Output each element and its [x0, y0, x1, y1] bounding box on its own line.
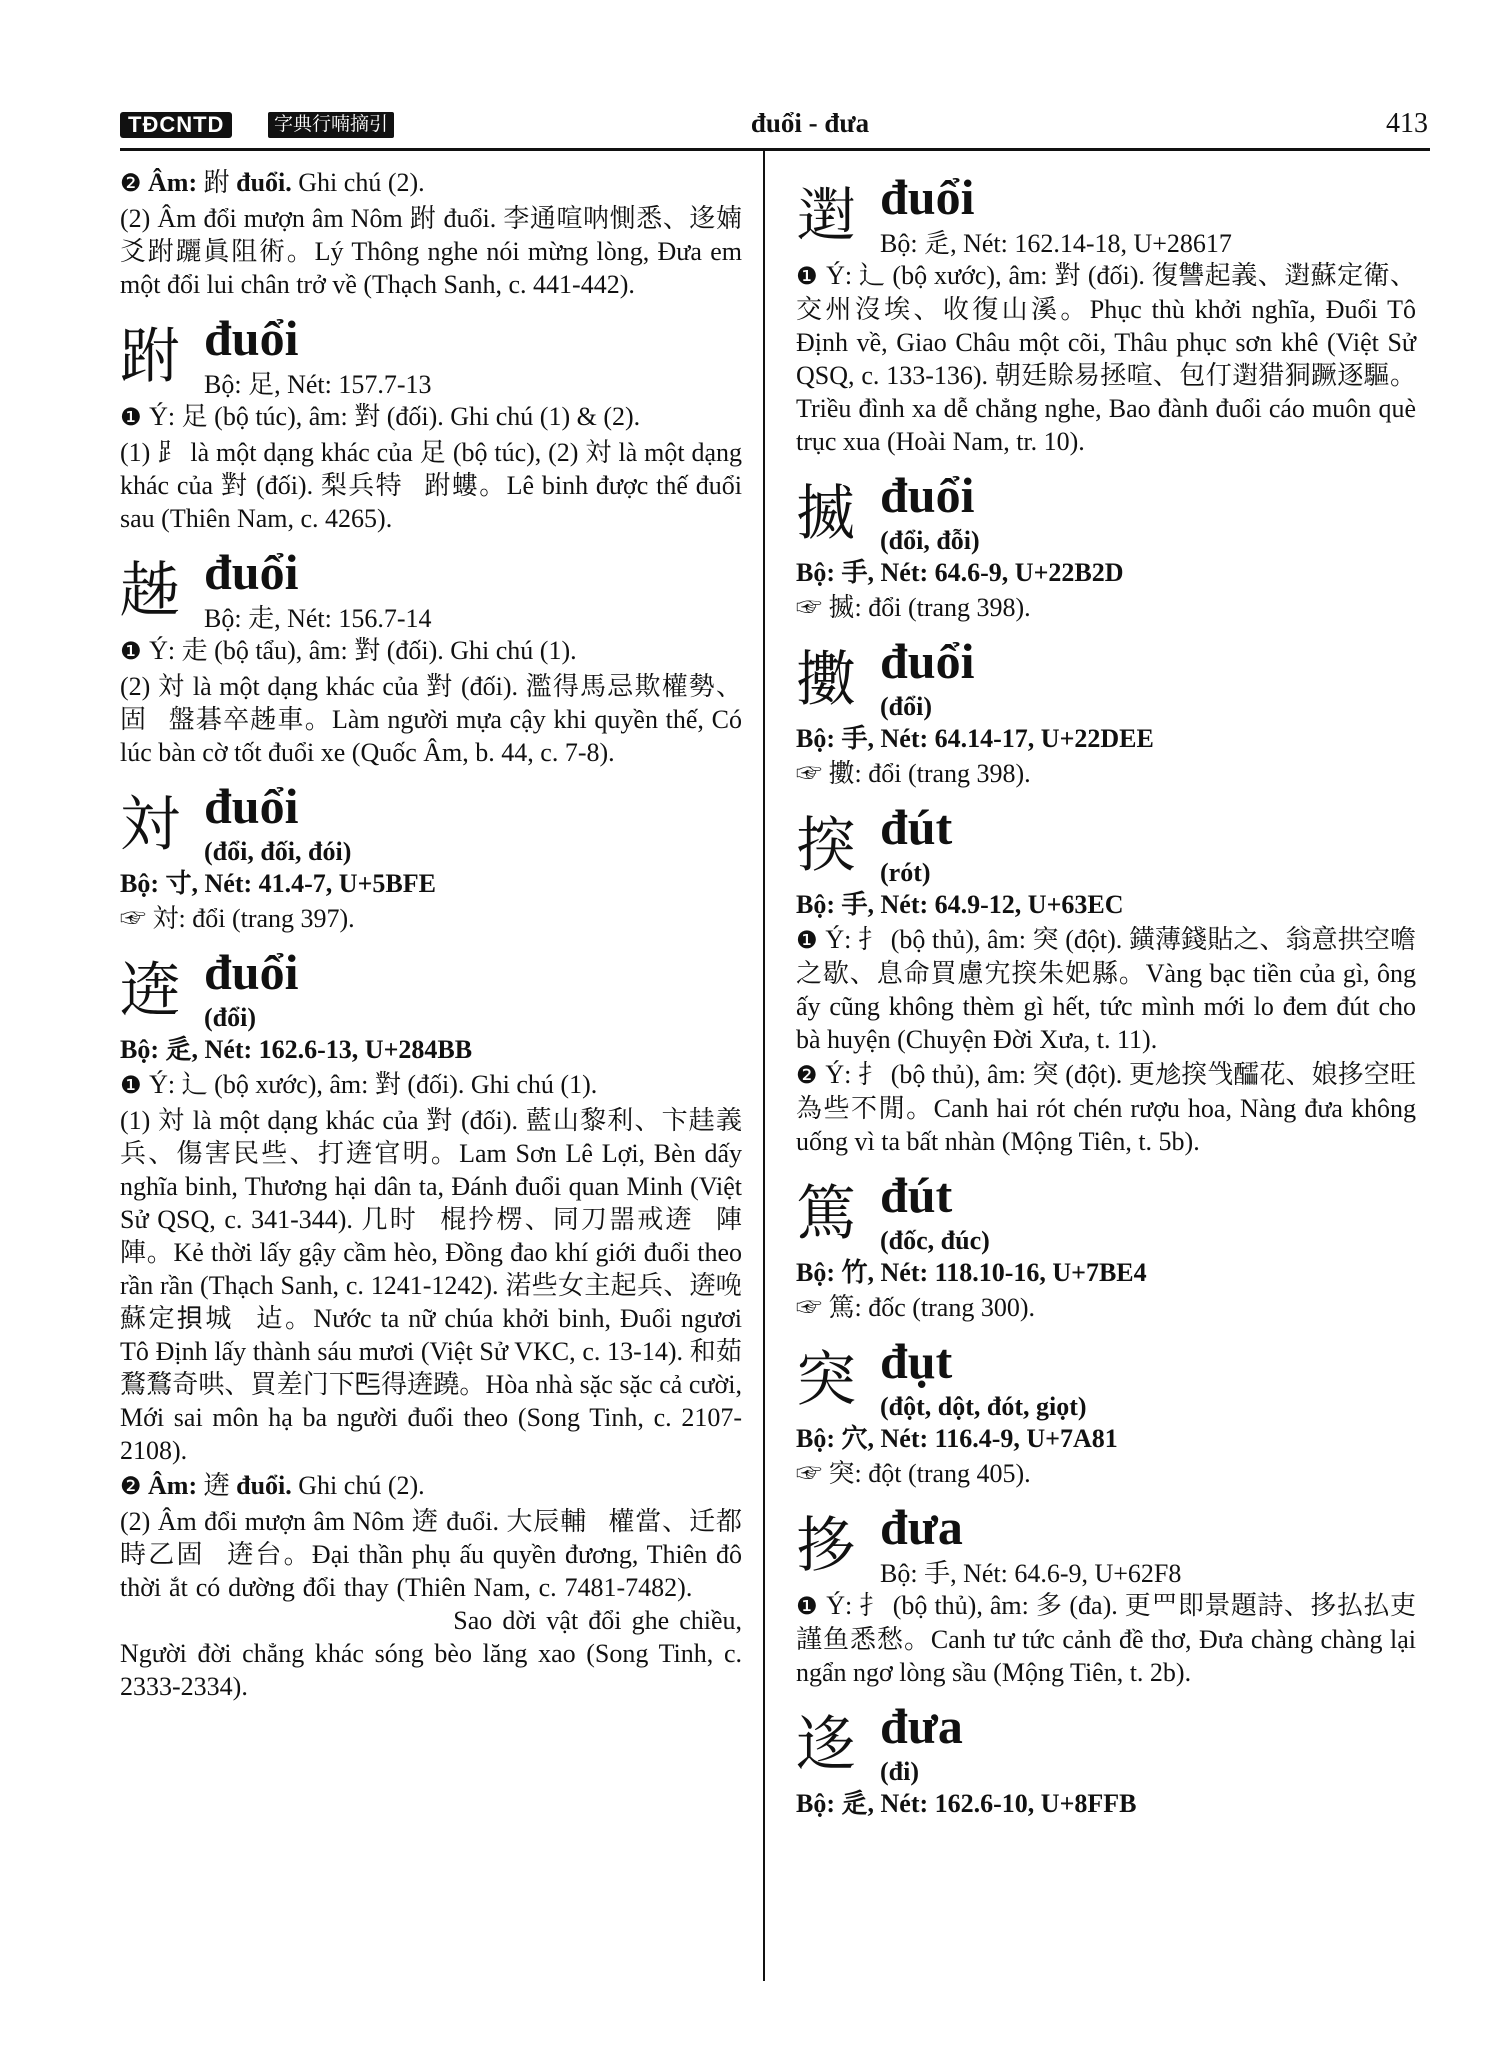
- entry-sense: ❶ Ý: 走 (bộ tẩu), âm: 對 (đối). Ghi chú (1).: [120, 636, 577, 665]
- entry-headword: đuổi: [204, 778, 299, 834]
- numbered-circle-icon: ❶: [120, 403, 150, 431]
- entry-alternates: (đột, dột, đót, giọt): [880, 1392, 1087, 1421]
- right-column: [796, 166, 1416, 1822]
- numbered-circle-icon: ❶: [796, 926, 826, 954]
- entry: [120, 941, 742, 1467]
- entry-headword: đuổi: [204, 544, 299, 600]
- entry-crossref: ☞ 擻: đổi (trang 398).: [796, 759, 1031, 788]
- entry-headword: đưa: [880, 1698, 963, 1754]
- entry: [120, 307, 742, 535]
- entry-alternates: (đổi): [204, 1003, 256, 1032]
- numbered-circle-icon: ❶: [796, 1592, 827, 1620]
- entry-glyph: 跗: [120, 324, 180, 390]
- entry-radical: Bộ: 辵, Nét: 162.6-13, U+284BB: [120, 1035, 473, 1064]
- left-column: [120, 166, 742, 1705]
- entry-glyph: 𨘗: [796, 183, 856, 249]
- entry-alternates: (đổi): [880, 692, 932, 721]
- entry-glyph: 篤: [796, 1181, 856, 1247]
- page-title: đuổi - đưa: [750, 108, 870, 138]
- entry-radical: Bộ: 走, Nét: 156.7-14: [204, 604, 432, 633]
- header-rule: [120, 148, 1430, 151]
- entry-glyph: 突: [796, 1347, 856, 1413]
- entry-alternates: (đổi, đối, đói): [204, 837, 352, 866]
- entry-radical: Bộ: 手, Nét: 64.6-9, U+22B2D: [796, 558, 1124, 587]
- numbered-circle-icon: ❶: [120, 637, 150, 665]
- entry-radical: Bộ: 辵, Nét: 162.6-10, U+8FFB: [796, 1789, 1137, 1818]
- entry-sense: ❶ Ý: 扌 (bộ thủ), âm: 突 (đột). 鐄薄錢貼之、翁意拱空噡之歇、息命買慮宄揬朱妑縣。Vàng bạc tiền của gì, ông ấy cũng không thèm gì hết, tức mình mới lo đem đút cho bà huyện (Chuyện Đời Xưa, t. 11).: [796, 925, 1416, 1054]
- entry-radical: Bộ: 穴, Nét: 116.4-9, U+7A81: [796, 1424, 1118, 1453]
- entry-radical: Bộ: 足, Nét: 157.7-13: [204, 370, 432, 399]
- entry-glyph: 逩: [120, 958, 180, 1024]
- numbered-circle-icon: ❷: [796, 1061, 826, 1089]
- entry-crossref: ☞ 篤: đốc (trang 300).: [796, 1293, 1036, 1322]
- numbered-circle-icon: ❷: [120, 1472, 142, 1500]
- tail-line: ❷ Âm: 逩 đuổi. Ghi chú (2).: [120, 1471, 425, 1500]
- entry-glyph: 拸: [796, 1513, 856, 1579]
- entry: [796, 1164, 1416, 1324]
- entry: [796, 1496, 1416, 1689]
- entry-alternates: (rót): [880, 858, 931, 887]
- entry-headword: đưa: [880, 1499, 963, 1555]
- entry-alternates: (đốc, đúc): [880, 1226, 990, 1255]
- entry: [120, 541, 742, 769]
- entry-glyph: 趀: [120, 558, 180, 624]
- entry-headword: đuổi: [204, 944, 299, 1000]
- entry-headword: đuổi: [880, 633, 975, 689]
- entry-radical: Bộ: 寸, Nét: 41.4-7, U+5BFE: [120, 869, 436, 898]
- entry-sense: (2) 対 là một dạng khác của 對 (đối). 濫得馬忌欺權勢、固𪱨盤碁卒趀車。Làm người mựa cậy khi quyền thế, Có lúc bàn cờ tốt đuổi xe (Quốc Âm, b. 44, c. 7-8).: [120, 672, 742, 767]
- entry-sense: ❶ Ý: 足 (bộ túc), âm: 對 (đối). Ghi chú (1) & (2).: [120, 402, 641, 431]
- entry-headword: đút: [880, 1167, 953, 1223]
- entry-crossref: ☞ 対: đổi (trang 397).: [120, 904, 355, 933]
- tail-note: (2) Âm đổi mượn âm Nôm 逩 đuổi. 大辰輔𢀨權當、迁都時乙固𡗅逩台。Đại thần phụ ấu quyền đương, Thiên đô thời ắt có dường đổi thay (Thiên Nam, c. 7481-7482). 𡗶移物逩稽朝、得茷庄各㳚灜湖滈。Sao dời vật đổi ghe chiều, Người đời chẳng khác sóng bèo lăng xao (Song Tinh, c. 2333-2334).: [120, 1507, 742, 1701]
- entry-radical: Bộ: 竹, Nét: 118.10-16, U+7BE4: [796, 1258, 1147, 1287]
- page-number: 413: [1386, 108, 1428, 139]
- entry-headword: đuổi: [204, 310, 299, 366]
- entry-glyph: 対: [120, 792, 180, 858]
- column-divider: [763, 151, 765, 1981]
- entry-sense: ❶ Ý: 辶 (bộ xước), âm: 對 (đối). Ghi chú (1).: [120, 1070, 598, 1099]
- entry: [796, 464, 1416, 624]
- entry-sense: ❶ Ý: 辶 (bộ xước), âm: 對 (đối). 復讐起義、𨘗蘇定衛、交州沒埃、收復山溪。Phục thù khởi nghĩa, Đuổi Tô Định về, Giao Châu một cõi, Thâu phục sơn khê (Việt Sử QSQ, c. 133-136). 朝廷賒易拯喧、包仃𨘗猎狪蹶逐驅。Triều đình xa dễ chẳng nghe, Bao đành đuổi cáo muôn què trục xua (Hoài Nam, tr. 10).: [796, 261, 1416, 456]
- entry-glyph: 擻: [796, 647, 856, 713]
- entry-alternates: (đi): [880, 1757, 919, 1786]
- entry-alternates: (đổi, đỗi): [880, 526, 980, 555]
- numbered-circle-icon: ❷: [120, 169, 142, 197]
- numbered-circle-icon: ❶: [796, 262, 827, 290]
- entry-radical: Bộ: 手, Nét: 64.9-12, U+63EC: [796, 890, 1124, 919]
- intro-line: ❷ Âm: 跗 đuổi. Ghi chú (2).: [120, 168, 425, 197]
- entry: [796, 166, 1416, 458]
- entry-headword: đuổi: [880, 169, 975, 225]
- entry-crossref: ☞ 突: đột (trang 405).: [796, 1459, 1031, 1488]
- entry-sense: (1) ⻊ là một dạng khác của 足 (bộ túc), (2) 対 là một dạng khác của 對 (đối). 梨兵特𨔍跗螻。Lê binh được thế đuổi sau (Thiên Nam, c. 4265).: [120, 438, 742, 533]
- numbered-circle-icon: ❶: [120, 1071, 150, 1099]
- dictionary-logo: 字典行喃摘引: [268, 112, 394, 138]
- entry: [796, 630, 1416, 790]
- publisher-logo: TĐCNTD: [120, 112, 232, 138]
- entry-sense: ❷ Ý: 扌 (bộ thủ), âm: 突 (đột). 更𠃩揬㦰醽花、娘拸空旺為些不閒。Canh hai rót chén rượu hoa, Nàng đưa không uống vì ta bất nhàn (Mộng Tiên, t. 5b).: [796, 1060, 1416, 1156]
- intro-note: (2) Âm đổi mượn âm Nôm 跗 đuổi. 李通喧呐惻悉、迻婻爻跗躧眞阻術。Lý Thông nghe nói mừng lòng, Đưa em một đổi lui chân trở về (Thạch Sanh, c. 441-442).: [120, 204, 742, 299]
- entry-radical: Bộ: 辵, Nét: 162.14-18, U+28617: [880, 229, 1232, 258]
- entry-headword: đút: [880, 799, 953, 855]
- entry: [796, 796, 1416, 1158]
- page-header: [120, 108, 1428, 150]
- entry-headword: đuổi: [880, 467, 975, 523]
- entry-glyph: 揻: [796, 481, 856, 547]
- entry-headword: đụt: [880, 1333, 953, 1389]
- entry-sense: ❶ Ý: 扌 (bộ thủ), âm: 多 (đa). 更罒即景題詩、拸払払吏謹鱼悉愁。Canh tư tức cảnh đề thơ, Đưa chàng chàng lại ngẩn ngơ lòng sầu (Mộng Tiên, t. 2b).: [796, 1591, 1416, 1687]
- entry: [796, 1695, 1416, 1820]
- entry-sense: (1) 対 là một dạng khác của 對 (đối). 藍山黎利、卞䞨義兵、傷害民些、打逩官明。Lam Sơn Lê Lợi, Bèn dấy nghĩa binh, Thương hại dân ta, Đánh đuổi quan Minh (Việt Sử QSQ, c. 341-344). 几时𢬣棍扲楞、同刀噐戒逩𤇮陣陣。Kẻ thời lấy gậy cầm hèo, Đồng đao khí giới đuổi theo rần rần (Thạch Sanh, c. 1241-1242). 渃些女主起兵、逩𠲶蘇定𢭲城𢴑迠。Nước ta nữ chúa khởi binh, Đuổi ngươi Tô Định lấy thành sáu mươi (Việt Sử VKC, c. 13-14). 和茹鶩鶩奇哄、買差门下𠀧得逩蹺。Hòa nhà sặc sặc cả cười, Mới sai môn hạ ba người đuổi theo (Song Tinh, c. 2107-2108).: [120, 1106, 742, 1465]
- entry-radical: Bộ: 手, Nét: 64.14-17, U+22DEE: [796, 724, 1154, 753]
- entry-glyph: 揬: [796, 813, 856, 879]
- entry: [120, 775, 742, 935]
- entry-glyph: 迻: [796, 1712, 856, 1778]
- entry-radical: Bộ: 手, Nét: 64.6-9, U+62F8: [880, 1559, 1182, 1588]
- entry: [796, 1330, 1416, 1490]
- entry-crossref: ☞ 揻: đổi (trang 398).: [796, 593, 1031, 622]
